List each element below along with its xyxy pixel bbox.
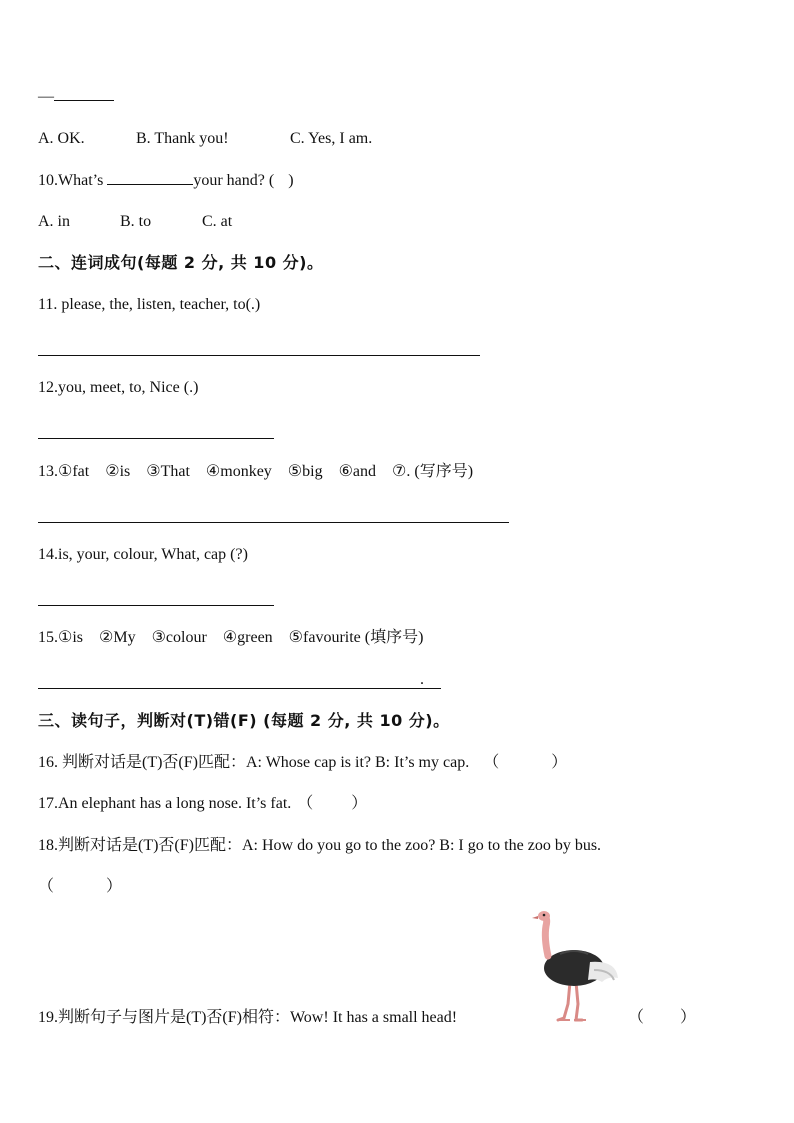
- q15-period: .: [420, 671, 424, 688]
- q17-text: 17.An elephant has a long nose. It’s fat.: [38, 795, 292, 812]
- q10-question: [38, 170, 294, 191]
- q11-answer-line: [38, 355, 480, 356]
- q19-text: 19.判断句子与图片是(T)否(F)相符：Wow! It has a small head!: [38, 1009, 458, 1026]
- q14-answer-line: [38, 605, 274, 606]
- q10-blank: [107, 170, 193, 185]
- q16-paren-close: ）: [551, 754, 568, 771]
- q10-prefix: 10.What’s: [38, 172, 104, 189]
- q19-paren: [628, 1008, 696, 1028]
- q17-paren-close: ）: [351, 795, 368, 812]
- q9-dash: —: [38, 88, 54, 105]
- q10-option-b: B. to: [120, 213, 152, 230]
- q13-text: 13.①fat ②is ③That ④monkey ⑤big ⑥and ⑦. (写序号): [38, 463, 474, 480]
- q15-text: 15.①is ②My ③colour ④green ⑤favourite (填序号): [38, 629, 424, 646]
- q19-paren-open: （: [628, 1009, 645, 1026]
- q9-option-b: B. Thank you!: [136, 130, 229, 147]
- q17-paren-open: （: [297, 795, 314, 812]
- q18-paren-close: ）: [106, 878, 123, 895]
- q18-paren: [38, 877, 122, 897]
- q9-option-c: C. Yes, I am.: [290, 130, 373, 147]
- q19-paren-close: ）: [680, 1009, 697, 1026]
- q10-option-a: A. in: [38, 213, 70, 230]
- section-3-title: 三、读句子，判断对(T)错(F) (每题 2 分, 共 10 分)。: [38, 711, 450, 730]
- q15-answer-line: [38, 688, 441, 689]
- q13-answer-line: [38, 522, 509, 523]
- q10-paren-close: ): [288, 172, 294, 189]
- q18-text: 18.判断对话是(T)否(F)匹配：A: How do you go to the zoo? B: I go to the zoo by bus.: [38, 837, 602, 854]
- ostrich-illustration: [530, 908, 622, 1026]
- q17-line: [38, 794, 367, 814]
- q18-paren-open: （: [38, 878, 55, 895]
- q11-text: 11. please, the, listen, teacher, to(.): [38, 296, 261, 313]
- q9-blank: [54, 86, 114, 101]
- q9-answer-line: [38, 86, 114, 107]
- section-2-title: 二、连词成句(每题 2 分, 共 10 分)。: [38, 253, 324, 272]
- q14-text: 14.is, your, colour, What, cap (?): [38, 546, 248, 563]
- q12-text: 12.you, meet, to, Nice (.): [38, 379, 199, 396]
- q16-paren-open: （: [483, 754, 500, 771]
- q9-option-a: A. OK.: [38, 130, 85, 147]
- q9-options: [38, 129, 372, 149]
- q12-answer-line: [38, 438, 274, 439]
- q10-option-c: C. at: [202, 213, 233, 230]
- q10-options: [38, 212, 232, 232]
- q10-suffix: your hand? (: [193, 172, 275, 189]
- q16-line: [38, 753, 567, 773]
- q16-text: 16. 判断对话是(T)否(F)匹配：A: Whose cap is it? B: It’s my cap.: [38, 754, 470, 771]
